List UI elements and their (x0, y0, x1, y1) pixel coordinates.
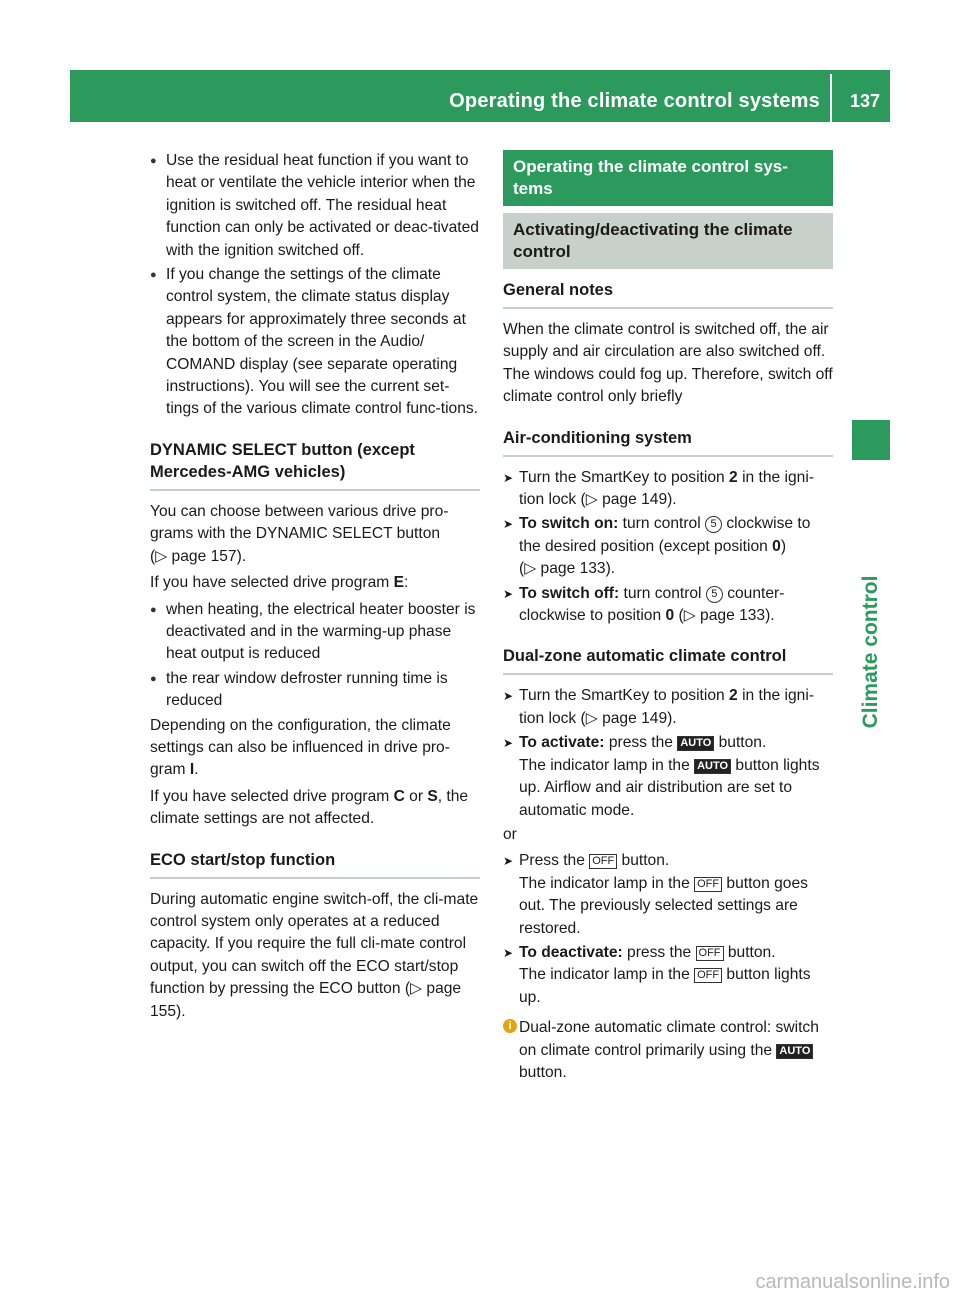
position-value: 2 (729, 687, 738, 705)
ref-arrow-icon: ▷ (683, 607, 696, 625)
control-5-icon: 5 (706, 586, 723, 603)
paragraph (150, 889, 480, 1023)
paragraph-text: , the climate settings are not affected. (150, 787, 469, 828)
step-item (503, 467, 833, 512)
paragraph-text: During automatic engine switch-off, the cli-mate control system only operates at a reduced capacity. If you require the full cli-mate control output, you can switch off the ECO start/stop function by pressing the ECO button ( (150, 890, 479, 998)
control-5-icon: 5 (705, 516, 722, 533)
left-column (150, 150, 480, 1027)
off-button-icon: OFF (696, 946, 724, 961)
paragraph: When the climate control is switched off, the air supply and air circulation are also switched off. The windows could fog up. Therefore, switch off climate control only briefly (503, 321, 833, 406)
drive-program-e: E (393, 574, 404, 592)
drive-program-s: S (427, 787, 438, 805)
step-arrow-icon: ➤ (503, 689, 514, 704)
bullet-icon: ● (150, 269, 157, 282)
heading-general-notes: General notes (503, 279, 833, 309)
heading-dual-zone: Dual-zone automatic climate control (503, 645, 833, 675)
heading-air-conditioning: Air-conditioning system (503, 427, 833, 457)
step-arrow-icon: ➤ (503, 736, 514, 751)
step-text: in the igni-tion lock ( (519, 468, 815, 509)
or-text: or (503, 825, 517, 843)
page-reference[interactable]: page 157). (171, 547, 247, 565)
page-number: 137 (849, 91, 880, 111)
step-text: The indicator lamp in the (519, 874, 695, 892)
page-reference[interactable]: page 133). (540, 560, 616, 578)
step-text: turn control (619, 584, 706, 602)
paragraph-text: or (404, 787, 428, 805)
header-title: Operating the climate control systems (449, 90, 820, 112)
off-button-icon: OFF (589, 854, 617, 869)
step-label: To switch on: (519, 515, 619, 533)
step-text: Turn the SmartKey to position (519, 687, 730, 705)
drive-program-i: I (189, 761, 195, 779)
step-text: The indicator lamp in the (519, 966, 695, 984)
step-item (503, 850, 833, 940)
heading-eco-start-stop: ECO start/stop function (150, 849, 480, 879)
position-value: 2 (729, 468, 738, 486)
drive-program-c: C (393, 787, 405, 805)
step-arrow-icon: ➤ (503, 945, 514, 960)
step-text: button. (714, 734, 767, 752)
step-text: press the (622, 943, 696, 961)
bullet-icon: ● (150, 672, 157, 685)
bullet-icon: ● (150, 603, 157, 616)
page-reference[interactable]: page 149). (602, 491, 677, 509)
position-value: 0 (772, 537, 781, 555)
right-column (503, 150, 833, 1084)
list-item-text: the rear window defroster running time is reduced (166, 669, 448, 710)
page-reference[interactable]: page 149). (602, 709, 677, 727)
ref-arrow-icon: ▷ (585, 491, 598, 509)
paragraph-text: Depending on the configuration, the climate settings can also be influenced in drive pro-gram (150, 716, 451, 779)
step-arrow-icon: ➤ (503, 854, 514, 869)
page-header (70, 70, 890, 122)
auto-button-icon: AUTO (694, 759, 731, 774)
ref-arrow-icon: ▷ (585, 709, 598, 727)
step-text: button goes out. The previously selected settings are restored. (519, 874, 808, 937)
step-text: button. (617, 852, 670, 870)
step-text: button lights up. (519, 966, 811, 1006)
step-arrow-icon: ➤ (503, 586, 514, 601)
step-text: Press the (519, 852, 590, 870)
page-reference[interactable]: page 133). (700, 607, 775, 625)
paragraph (150, 786, 480, 831)
info-text: button. (519, 1063, 567, 1081)
list-item-text: when heating, the electrical heater booster is deactivated and in the warming-up phase heat output is reduced (166, 600, 476, 663)
ref-arrow-icon: ▷ (410, 980, 423, 998)
step-label: To deactivate: (519, 943, 623, 961)
off-button-icon: OFF (694, 968, 722, 983)
list-item (150, 668, 480, 713)
step-item: ➤ To switch on: turn control 5 clockwise to the desired position (except position 0) (▷ page 133). (503, 515, 811, 578)
header-divider (830, 74, 832, 122)
step-item (503, 732, 833, 822)
step-item (503, 942, 833, 1009)
paragraph-text: : (403, 574, 409, 592)
paragraph (150, 572, 480, 594)
step-text: clockwise to the desired position (except position (519, 515, 811, 555)
list-item (150, 150, 480, 262)
step-text: Turn the SmartKey to position (519, 468, 730, 486)
subsection-title: Activating/deactivating the climate control (503, 213, 833, 269)
paragraph-text: You can choose between various drive pro-grams with the DYNAMIC SELECT button (150, 502, 449, 543)
paragraph-text: If you have selected drive program (150, 787, 394, 805)
step-item (503, 685, 833, 730)
step-label: To activate: (519, 734, 605, 752)
step-text: button lights up. Airflow and air distribution are set to automatic mode. (519, 756, 820, 819)
bullet-icon: ● (150, 155, 157, 167)
step-item (503, 583, 833, 628)
watermark: carmanualsonline.info (755, 1271, 950, 1293)
list-item (150, 264, 480, 421)
step-arrow-icon: ➤ (503, 470, 514, 485)
list-item (150, 599, 480, 666)
info-text: Dual-zone automatic climate control: switch on climate control primarily using the (519, 1019, 819, 1059)
step-text: counter-clockwise to position (519, 584, 785, 625)
step-text: button. (723, 943, 776, 961)
ref-arrow-icon: ▷ (524, 560, 537, 578)
page-reference[interactable]: page 155). (150, 980, 462, 1020)
step-text: ) (780, 537, 787, 555)
step-text: press the (604, 734, 678, 752)
paragraph-text: If you have selected drive program (150, 574, 394, 592)
list-item-text: If you change the settings of the climate control system, the climate status display appears for approximately three seconds at the bottom of the screen in the Audio/ COMAND display (see separate operating instructions). You will see the current set-tings of the various climate control func-tions. (166, 266, 479, 418)
step-text: turn control (618, 515, 705, 533)
ref-arrow-icon: ▷ (155, 547, 168, 565)
step-text: ( (674, 607, 684, 625)
step-arrow-icon: ➤ (503, 517, 514, 532)
info-icon: i (503, 1019, 517, 1033)
step-text: The indicator lamp in the (519, 756, 695, 774)
step-text: in the igni-tion lock ( (519, 687, 815, 727)
side-label-text: Climate control (859, 575, 882, 729)
auto-button-icon: AUTO (776, 1044, 813, 1059)
paragraph-text: . (194, 761, 199, 779)
side-tab-marker (852, 420, 890, 460)
off-button-icon: OFF (694, 877, 722, 892)
paragraph (150, 715, 480, 782)
info-note (503, 1017, 833, 1084)
step-label: To switch off: (519, 584, 620, 602)
auto-button-icon: AUTO (677, 736, 714, 751)
paragraph: You can choose between various drive pro-grams with the DYNAMIC SELECT button (▷ page 157). (150, 502, 449, 565)
heading-dynamic-select: DYNAMIC SELECT button (except Mercedes-AMG vehicles) (150, 439, 480, 491)
list-item-text: Use the residual heat function if you want to heat or ventilate the vehicle interior when the ignition is switched off. The residual heat function can only be activated or deac-tivated with the ignition switched off. (166, 152, 479, 259)
section-title: Operating the climate control sys-tems (503, 150, 833, 206)
position-value: 0 (665, 607, 675, 625)
